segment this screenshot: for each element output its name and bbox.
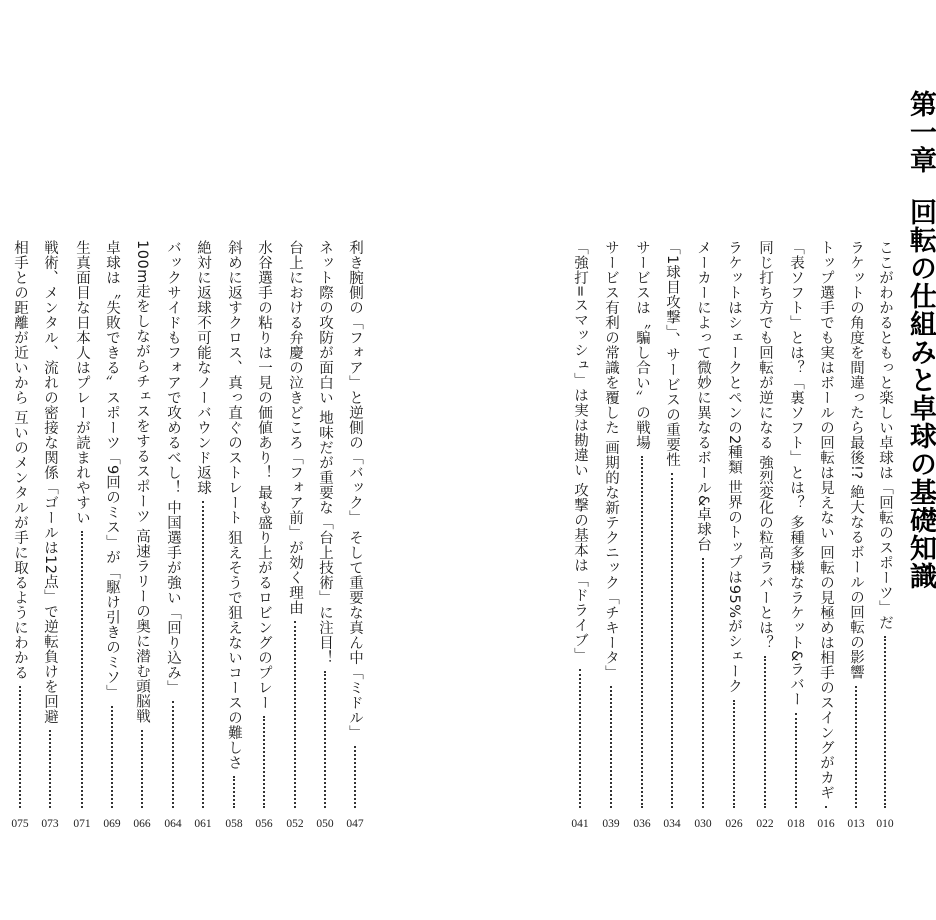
entry-title: 「強打=スマッシュ」は実は勘違い 攻撃の基本は「ドライブ」: [572, 240, 588, 663]
entry-title: ここがわかるともっと楽しい卓球は「回転のスポーツ」だ: [877, 240, 893, 630]
dot-leader: [855, 686, 858, 808]
entry-title: 戦術、メンタル、流れの密接な関係「ゴールは12点」で逆転負けを回避: [42, 240, 58, 725]
entry-title: 「表ソフト」とは？「裏ソフト」とは？ 多種多様なラケット&ラバー: [788, 240, 804, 707]
dot-leader: [354, 746, 357, 808]
page-number: 018: [787, 818, 805, 830]
toc-entry: [161, 240, 185, 830]
dot-leader: [641, 456, 644, 808]
dot-leader: [111, 706, 114, 808]
toc-entry: [753, 240, 777, 830]
dot-leader: [324, 671, 327, 808]
toc-entry: [100, 240, 124, 830]
chapter-label: 第一章: [905, 90, 936, 174]
page-number: 069: [103, 818, 121, 830]
entry-title: 100m走をしながらチェスをするスポーツ 高速ラリーの奥に潜む頭脳戦: [134, 240, 150, 724]
toc-entry: [313, 240, 337, 830]
page-number: 064: [164, 818, 182, 830]
toc-entry: [191, 240, 215, 830]
toc-entry: [873, 240, 897, 830]
dot-leader: [49, 730, 52, 808]
dot-leader: [141, 730, 144, 808]
entry-title: 生真面目な日本人はプレーが読まれやすい: [74, 240, 90, 525]
toc-entry: [8, 240, 32, 830]
dot-leader: [610, 686, 613, 808]
page-number: 073: [41, 818, 59, 830]
dot-leader: [579, 669, 582, 808]
entry-title: ラケットはシェークとペンの2種類 世界のトップは95%がシェーク: [726, 240, 742, 694]
dot-leader: [202, 501, 205, 808]
toc-entry: [784, 240, 808, 830]
toc-entry: [222, 240, 246, 830]
page-number: 061: [194, 818, 212, 830]
page-number: 075: [11, 818, 29, 830]
toc-entry: [630, 240, 654, 830]
dot-leader: [702, 558, 705, 808]
dot-leader: [795, 713, 798, 808]
dot-leader: [81, 531, 84, 808]
dot-leader: [671, 473, 674, 808]
page-number: 071: [73, 818, 91, 830]
chapter-heading: [905, 90, 936, 591]
dot-leader: [233, 776, 236, 808]
page-number: 013: [847, 818, 865, 830]
page-number: 056: [255, 818, 273, 830]
page-number: 052: [286, 818, 304, 830]
entry-title: 台上における弁慶の泣きどころ「フォア前」が効く理由: [287, 240, 303, 615]
dot-leader: [733, 700, 736, 808]
dot-leader: [172, 701, 175, 808]
entry-title: 同じ打ち方でも回転が逆になる 強烈変化の粒高ラバーとは？: [757, 240, 773, 651]
page-number: 050: [316, 818, 334, 830]
toc-entry: [38, 240, 62, 830]
page-number: 022: [756, 818, 774, 830]
entry-title: ラケットの角度を間違ったら最後!? 絶大なるボールの回転の影響: [848, 240, 864, 680]
page-number: 047: [346, 818, 364, 830]
toc-entry: [70, 240, 94, 830]
toc-entry: [343, 240, 367, 830]
entry-title: 相手との距離が近いから 互いのメンタルが手に取るようにわかる: [12, 240, 28, 681]
toc-entry: [568, 240, 592, 830]
toc-entry: [660, 240, 684, 830]
entry-title: バックサイドもフォアで攻めるべし！ 中国選手が強い「回り込み」: [165, 240, 181, 696]
page-number: 016: [817, 818, 835, 830]
entry-title: サービスは〝騙し合い〟の戦場: [634, 240, 650, 450]
toc-entry: [691, 240, 715, 830]
entry-title: 絶対に返球不可能なノーバウンド返球: [195, 240, 211, 495]
page-number: 039: [602, 818, 620, 830]
page-number: 034: [663, 818, 681, 830]
page-number: 066: [133, 818, 151, 830]
dot-leader: [884, 636, 887, 808]
page-number: 041: [571, 818, 589, 830]
entry-title: 水谷選手の粘りは一見の価値あり！ 最も盛り上がるロビングのプレー: [256, 240, 272, 711]
toc-entry: [599, 240, 623, 830]
dot-leader: [19, 686, 22, 808]
page-number: 030: [694, 818, 712, 830]
entry-title: 利き腕側の「フォア」と逆側の「バック」 そして重要な真ん中「ミドル」: [347, 240, 363, 741]
entry-title: トップ選手でも実はボールの回転は見えない 回転の見極めは相手のスイングがカギ: [818, 240, 834, 801]
toc-entry: [130, 240, 154, 830]
page-number: 010: [876, 818, 894, 830]
entry-title: 斜めに返すクロス、真っ直ぐのストレート 狙えそうで狙えないコースの難しさ: [226, 240, 242, 771]
dot-leader: [294, 621, 297, 808]
dot-leader: [764, 656, 767, 808]
entry-title: ネット際の攻防が面白い 地味だが重要な「台上技術」に注目！: [317, 240, 333, 666]
toc-entry: [283, 240, 307, 830]
page-number: 026: [725, 818, 743, 830]
toc-entry: [814, 240, 838, 830]
entry-title: 「1球目攻撃」、サービスの重要性: [664, 240, 680, 468]
dot-leader: [263, 716, 266, 808]
entry-title: メーカーによって微妙に異なるボール&卓球台: [695, 240, 711, 552]
toc-entry: [252, 240, 276, 830]
entry-title: サービス有利の常識を覆した 画期的な新テクニック「チキータ」: [603, 240, 619, 681]
page-number: 036: [633, 818, 651, 830]
entry-title: 卓球は〝失敗できる〟スポーツ「9回のミス」が「駆け引きのミソ」: [104, 240, 120, 700]
page-number: 058: [225, 818, 243, 830]
chapter-title: 回転の仕組みと卓球の基礎知識: [905, 198, 936, 591]
toc-entry: [722, 240, 746, 830]
toc-entry: [844, 240, 868, 830]
dot-leader: [825, 806, 828, 808]
